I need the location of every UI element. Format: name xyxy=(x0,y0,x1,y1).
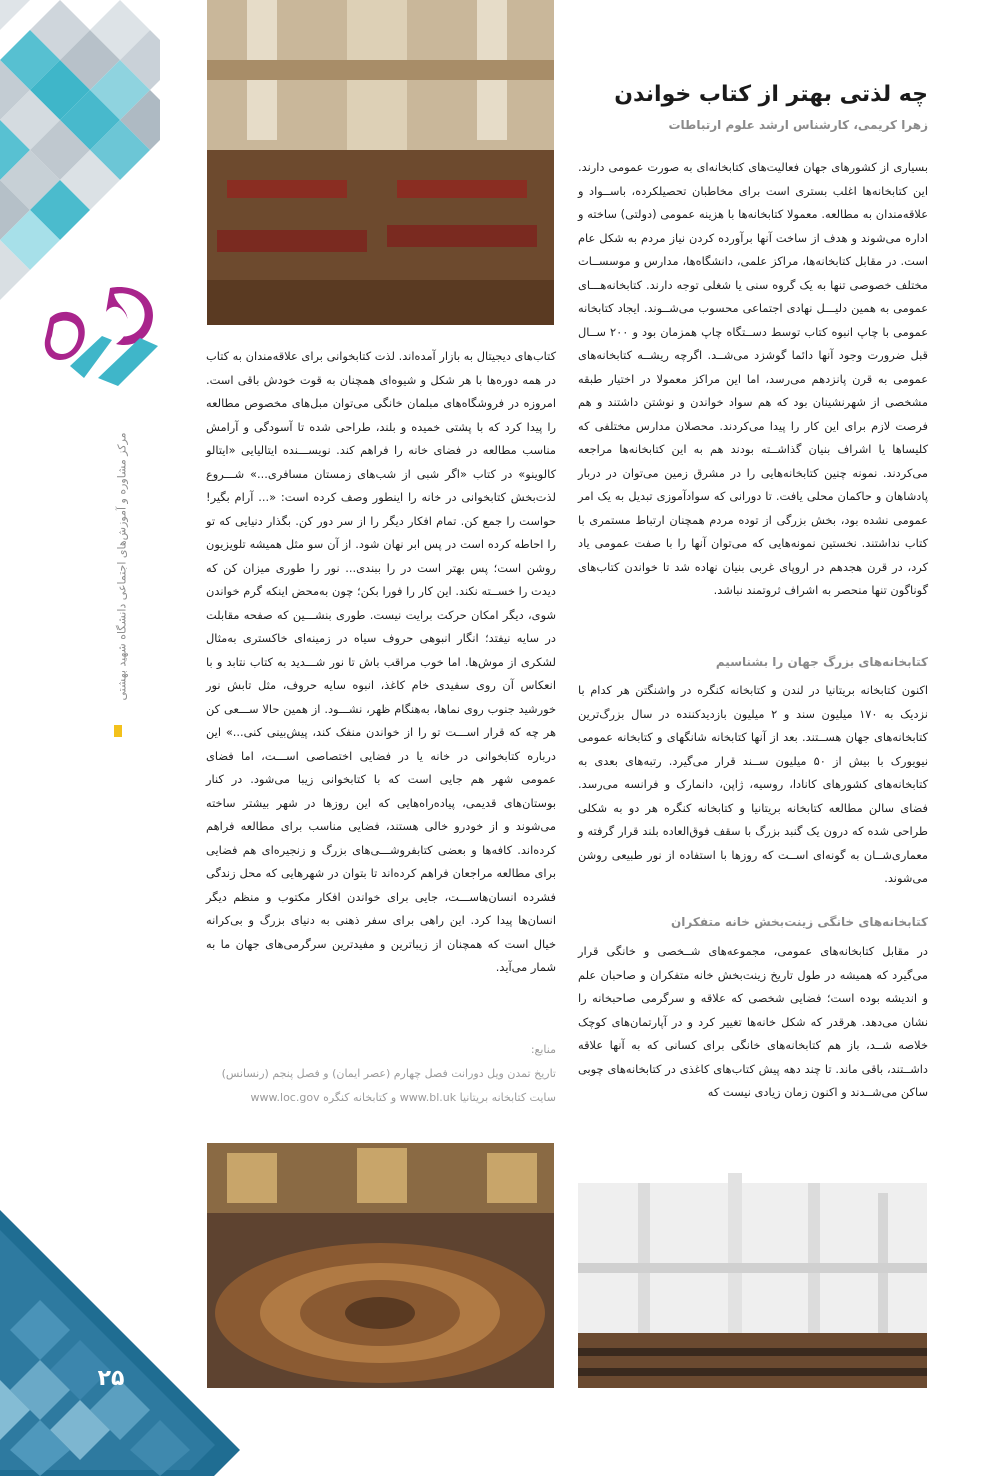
yellow-accent-bar xyxy=(114,725,122,737)
article-intro-paragraph: بسیاری از کشورهای جهان فعالیت‌های کتابخانه‌ای به صورت عمومی دارند. این کتابخانه‌ها اغلب بستری است برای مخاطبان تحصیلکرده، باســواد و علاقه‌مندان به مطالعه. معمولا کتابخانه‌ها با هزینه عمومی (دولتی) ساخته و اداره می‌شوند و هدف از ساخت آنها برآورده کردن نیاز مردم به شکل عام است. در مقابل کتابخانه‌ها، مراکز علمی، دانشگاه‌ها، مدارس و موسســات مختلف خصوصی تنها به یک گروه سنی یا شغلی توجه دارند. کتابخانه‌هـــای عمومی به همین دلیـــل نهادی اجتماعی محسوب می‌شــوند. ایجاد کتابخانه عمومی با چاپ انبوه کتاب توسط دســتگاه چاپ همزمان بود و ۲۰۰ ســال قبل ضرورت وجود آنها دائما گوشزد می‌شــد. اگرچه ریشــه کتابخانه‌های عمومی به قرن پانزدهم می‌رسد، اما این مراکز معمولا در اختیار طبقه مشخصی از شهرنشینان بود که هم سواد خواندن و نوشتن داشتند و هم فرصت لازم برای این کار را پیدا می‌کردند. محصلان مدارس مختلفی که کلیساها یا اشراف بنیان گذاشــته بودند هم به این کتابخانه‌ها مراجعه می‌کردند. نمونه چنین کتابخانه‌هایی را در مشرق زمین می‌توان در دربار پادشاهان و حاکمان محلی یافت. تا دورانی که سوادآموزی تبدیل به یک امر عمومی نشده بود، بخش بزرگی از توده مردم همچنان ارتباط مستمری با کتاب نداشتند. نخستین نمونه‌هایی که می‌توان آنها را با صفت عمومی یاد کرد، در قرن هجدهم در اروپای غربی بنیان نهاده شد تا خواندن کتاب‌های گوناگون تنها منحصر به اشراف ثروتمند نباشد. xyxy=(578,160,928,597)
library-rotunda-photo xyxy=(207,1143,554,1388)
section-heading: کتابخانه‌های بزرگ جهان را بشناسیم xyxy=(715,655,928,669)
article-title: چه لذتی بهتر از کتاب خواندن xyxy=(614,82,928,107)
section-heading: کتابخانه‌های خانگی زینت‌بخش خانه متفکران xyxy=(671,915,928,929)
modern-library-hall-photo xyxy=(578,1143,927,1388)
article-continued-paragraph: کتاب‌های دیجیتال به بازار آمده‌اند. لذت کتابخوانی برای علاقه‌مندان به کتاب در همه دوره‌ها با هر شکل و شیوه‌ای همچنان به قوت خودش باقی است. امروزه در فروشگاه‌های مبلمان خانگی می‌توان مبل‌های مخصوص مطالعه را پیدا کرد که با پشتی خمیده و بلند، طراحی شده تا آسودگی و آرامش مناسب مطالعه در فضای خانه را فراهم کند. نویســـنده ایتالیایی «ایتالو کالوینو» در کتاب «اگر شبی از شب‌های زمستان مسافری...» شـــروع لذت‌بخش کتابخوانی در خانه را اینطور وصف کرده است: «... آرام بگیر! حواست را جمع کن. تمام افکار دیگر را از سر دور کن. بگذار دنیایی که تو را احاطه کرده است در پس ابر نهان شود. از آن سو مثل همیشه تلویزیون روشن است؛ پس بهتر است در را ببندی... نور را طوری میزان کن که دیدت را خســته نکند. این کار را فورا بکن؛ چون به‌محض اینکه گرم خواندن شوی، دیگر امکان حرکت برایت نیست. طوری بنشـــین که صفحه مقابلت در سایه نیفتد؛ انگار انبوهی حروف سیاه در زمینه‌ای خاکستری به‌مثال لشکری از موش‌ها. اما خوب مراقب باش تا نور شـــدید به کتاب نتابد و با انعکاس آن روی سفیدی خام کاغذ، انبوه سایه حروف، مثل تابش نور خورشید جنوب روی نماها، به‌هنگام ظهر، نشـــود. از همین حالا ســـعی کن هر چه که قرار اســـت تو را از خواندن منفک کند، پیش‌بینی کنی...» این درباره کتابخوانی در خانه یا در فضایی اختصاصی اســـت، اما فضای عمومی شهر هم جایی است که با کتابخوانی زیبا می‌شود. در کنار بوستان‌های قدیمی، پیاده‌راه‌هایی که این روزها در شهر بیشتر ساخته می‌شوند و از خودرو خالی هستند، فضایی مناسب برای مطالعه فراهم کرده‌اند. کافه‌ها و بعضی کتابفروشـــی‌های بزرگ و زنجیره‌ای هم فضایی برای مطالعه مراجعان فراهم کرده‌اند تا بتوان در شهرهایی که محل زندگی فشرده انسان‌هاســـت، جایی برای خواندن افکار مکتوب و منظم دیگر انسان‌ها پیدا کرد. این راهی برای سفر ذهنی به دنیای بزرگ و بی‌کرانه خیال است که همچنان از زیباترین و مفیدترین سرگرمی‌های جهان ما به شمار می‌آید. xyxy=(206,349,556,974)
article-author: زهرا کریمی، کارشناس ارشد علوم ارتباطات xyxy=(668,118,928,132)
magazine-logo xyxy=(40,278,165,388)
sources xyxy=(206,1038,556,1110)
library-reading-room-photo xyxy=(207,0,554,325)
source-item: تاریخ تمدن ویل دورانت فصل چهارم (عصر ایمان) و فصل پنجم (رنسانس) xyxy=(221,1067,556,1080)
source-item: سایت کتابخانه بریتانیا www.bl.uk و کتابخانه کنگره www.loc.gov xyxy=(250,1091,556,1104)
section-paragraph: در مقابل کتابخانه‌های عمومی، مجموعه‌های شــخصی و خانگی قرار می‌گیرد که همیشه در طول تاریخ زینت‌بخش خانه متفکران و صاحبان علم و اندیشه بوده است؛ فضایی شخصی که علاقه و سرگرمی صاحبخانه را نشان می‌دهد. هرقدر که شکل خانه‌ها تغییر کرد و در آپارتمان‌های کوچک خلاصه شــد، باز هم کتابخانه‌های خانگی برای کسانی که به آنها علاقه داشــتند، باقی ماند. تا چند دهه پیش کتاب‌های کاغذی در کتابخانه‌های چوبی ساکن می‌شــدند و اکنون زمان زیادی نیست که xyxy=(578,944,928,1099)
section-paragraph: اکنون کتابخانه بریتانیا در لندن و کتابخانه کنگره در واشنگتن هر کدام با نزدیک به ۱۷۰ میلیون سند و ۲ میلیون بازدیدکننده در سال بزرگ‌ترین کتابخانه‌های جهان هســتند. بعد از آنها کتابخانه شانگهای و کتابخانه عمومی نیویورک با بیش از ۵۰ میلیون ســند قرار می‌گیرد. رتبه‌های بعدی به کتابخانه‌های کشورهای کانادا، روسیه، ژاپن، دانمارک و فرانسه می‌رسد. فضای سالن مطالعه کتابخانه بریتانیا و کتابخانه کنگره هر دو به شکلی طراحی شده که درون یک گنبد بزرگ با سقف فوق‌العاده بلند قرار گرفته و معماری‌شــان به گونه‌ای اســت که روزها با استفاده از نور طبیعی روشن می‌شوند. xyxy=(578,683,928,885)
page-number: ۲۵ xyxy=(97,1366,125,1391)
organization-name: مرکز مشاوره و آموزش‌های اجتماعی دانشگاه شهید بهشتی xyxy=(115,432,129,701)
diamond-pattern-top xyxy=(0,0,160,300)
sidebar-vertical-text xyxy=(114,380,129,740)
sources-label: منابع: xyxy=(530,1043,556,1056)
